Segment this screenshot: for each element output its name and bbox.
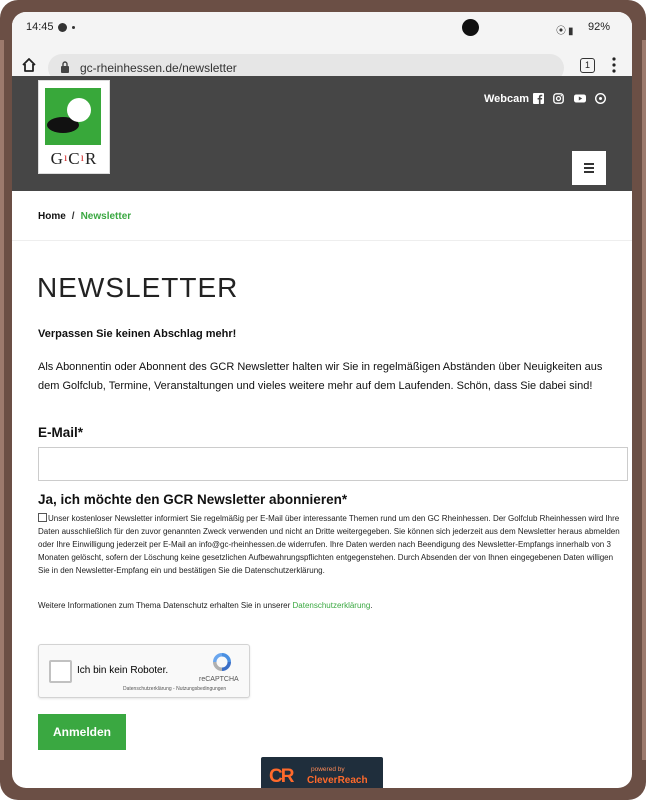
- gcr-logo[interactable]: [38, 80, 110, 174]
- hamburger-bar: [584, 167, 594, 169]
- menu-button[interactable]: [572, 151, 606, 185]
- cleverreach-badge[interactable]: [261, 757, 383, 788]
- status-bar: [12, 12, 632, 42]
- recaptcha-checkbox[interactable]: [49, 660, 72, 683]
- tab-switcher-button[interactable]: 1: [580, 58, 595, 73]
- lock-icon: [60, 61, 70, 73]
- subscribe-heading: Ja, ich möchte den GCR Newsletter abonnieren*: [38, 492, 348, 507]
- camera-cutout: [462, 19, 479, 36]
- recaptcha-widget: [38, 644, 250, 698]
- privacy-info: [38, 601, 373, 610]
- privacy-info-text: Weitere Informationen zum Thema Datenschutz erhalten Sie in unserer: [38, 601, 293, 610]
- lead-text: Verpassen Sie keinen Abschlag mehr!: [38, 328, 237, 340]
- submit-button[interactable]: Anmelden: [38, 714, 126, 750]
- hamburger-bar: [584, 171, 594, 173]
- notification-icon: [58, 23, 67, 32]
- logo-ball: [67, 98, 91, 122]
- home-icon[interactable]: [20, 56, 38, 74]
- cleverreach-logo-icon: CR: [269, 766, 293, 787]
- email-field[interactable]: [38, 447, 628, 481]
- breadcrumb-current: Newsletter: [80, 211, 132, 222]
- more-notifications-icon: [72, 26, 75, 29]
- intro-paragraph: Als Abonnentin oder Abonnent des GCR Newsletter halten wir Sie in regelmäßigen Abständen über Neuigkeiten aus dem Golfclub, Termine, Veranstaltungen und vieles weitere mehr auf dem Laufenden. Schön, dass Sie dabei sind!: [38, 361, 603, 392]
- page-title: NEWSLETTER: [37, 272, 239, 303]
- battery-level: 92%: [588, 21, 611, 33]
- cleverreach-name: CleverReach: [307, 775, 368, 786]
- email-label: E-Mail*: [38, 425, 84, 440]
- recaptcha-brand: reCAPTCHA: [199, 676, 239, 683]
- breadcrumb-home[interactable]: Home: [38, 211, 66, 222]
- consent-block: [38, 512, 620, 577]
- privacy-policy-link[interactable]: Datenschutzerklärung: [292, 601, 371, 610]
- privacy-info-end: .: [370, 601, 373, 610]
- divider: [12, 240, 632, 241]
- signal-icon: ⦿▮: [556, 26, 576, 37]
- consent-checkbox[interactable]: [38, 513, 47, 522]
- device-edge-left: [0, 40, 4, 760]
- device-edge-right: [642, 40, 646, 760]
- facebook-icon[interactable]: [533, 93, 544, 104]
- cleverreach-powered: powered by: [311, 766, 345, 773]
- tripadvisor-icon[interactable]: [595, 93, 606, 104]
- browser-menu-icon[interactable]: [612, 56, 616, 74]
- recaptcha-logo-icon: [211, 651, 233, 673]
- url-text: gc-rheinhessen.de/newsletter: [80, 61, 237, 75]
- site-header: [12, 76, 632, 191]
- instagram-icon[interactable]: [553, 93, 564, 104]
- webcam-link[interactable]: Webcam: [484, 93, 530, 105]
- recaptcha-terms[interactable]: Datenschutzerklärung - Nutzungsbedingungen: [123, 686, 227, 692]
- hamburger-bar: [584, 163, 594, 165]
- recaptcha-label: Ich bin kein Roboter.: [77, 665, 169, 676]
- breadcrumb: [38, 211, 131, 222]
- consent-text: Unser kostenloser Newsletter informiert Sie regelmäßig per E-Mail über interessante Themen rund um den GC Rheinhessen. Der Golfclub Rheinhessen wird Ihre Daten ausschließlich für den zuvor genannten Zweck verwenden und nicht an Dritte weitergegeben. Sie können sich jederzeit aus dem Newsletter heraus abmelden oder Ihre Einwilligung jederzeit per E-Mail an info@gc-rheinhessen.de widerrufen. Ihre Daten werden nach Beendigung des Newsletter-Empfangs innerhalb von 3 Monaten gelöscht, sofern der Löschung keine gesetzlichen Aufbewahrungspflichten entgegenstehen. Durch Absenden der von Ihnen eingegebenen Daten willigen Sie in den Newsletter-Empfang ein und bestätigen Sie die Datenschutzerklärung.: [38, 514, 620, 575]
- logo-wordmark: GıCıR: [50, 149, 98, 168]
- youtube-icon[interactable]: [574, 93, 586, 104]
- screen: [12, 12, 632, 788]
- status-time: 14:45: [26, 21, 54, 33]
- breadcrumb-separator: /: [71, 211, 75, 222]
